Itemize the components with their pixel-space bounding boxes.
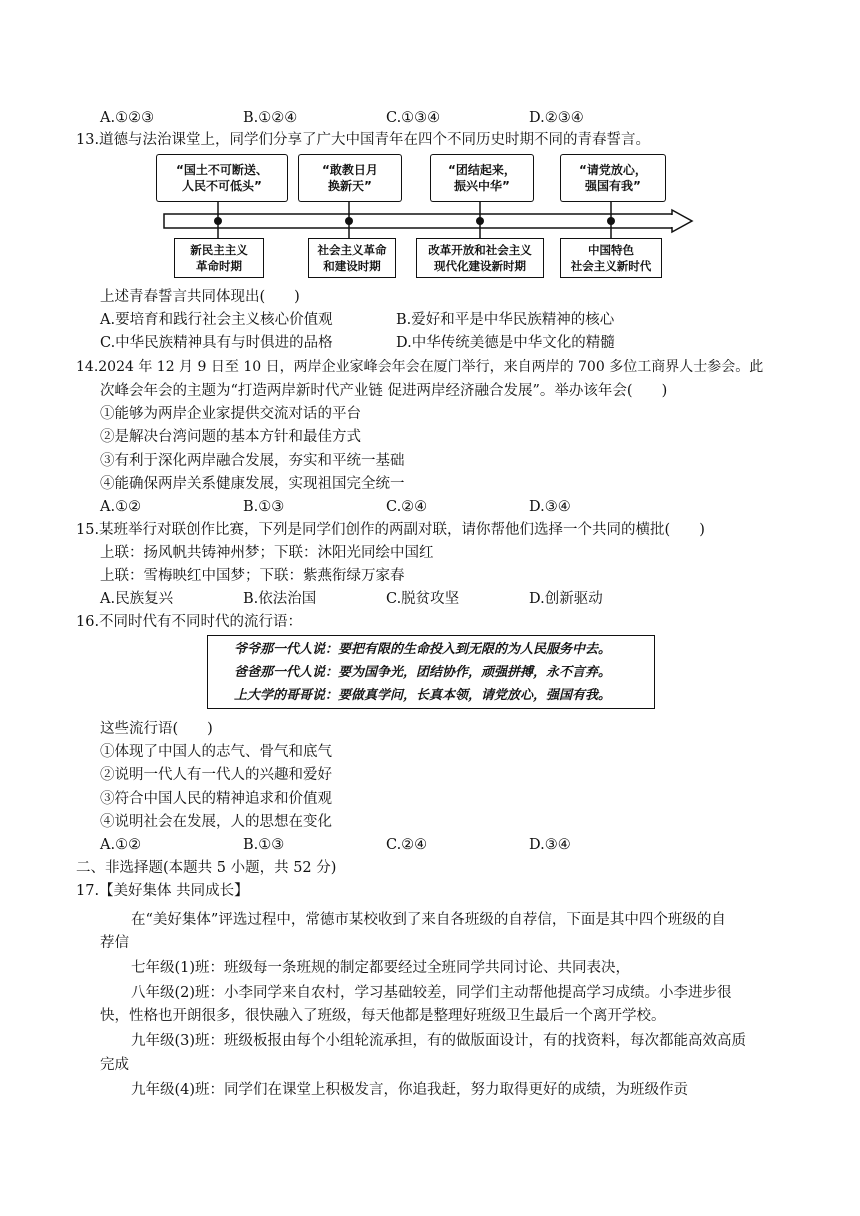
period-box-1 — [174, 238, 264, 278]
q16-option-c: C.②④ — [386, 837, 428, 853]
q17-intro-line2: 荐信 — [100, 935, 129, 951]
period-box-4-line1: 中国特色 — [588, 243, 634, 257]
q13-stem: 13.道德与法治课堂上，同学们分享了广大中国青年在四个不同历史时期不同的青春誓言。 — [76, 132, 651, 148]
q14-item-1: ①能够为两岸企业家提供交流对话的平台 — [100, 406, 361, 422]
q17-class-4: 九年级(4)班：同学们在课堂上积极发言，你追我赶，努力取得更好的成绩，为班级作贡 — [131, 1082, 689, 1098]
slogan-flag-1-line1: “国土不可断送、 — [176, 163, 268, 177]
period-box-4-line2: 社会主义新时代 — [570, 259, 652, 273]
q17-class-3-line1: 九年级(3)班：班级板报由每个小组轮流承担，有的做版面设计，有的找资料，每次都能高效高质 — [131, 1033, 747, 1049]
q13-option-b: B.爱好和平是中华民族精神的核心 — [396, 312, 615, 328]
q17-class-2-line1: 八年级(2)班：小李同学来自农村，学习基础较差，同学们主动帮他提高学习成绩。小李进步很 — [131, 985, 732, 1001]
q17-class-3-line2: 完成 — [100, 1057, 129, 1073]
q14-option-b: B.①③ — [243, 499, 285, 515]
slogan-flag-4-line2: 强国有我” — [585, 179, 641, 193]
q16-slogan-3: 上大学的哥哥说：要做真学问，长真本领，请党放心，强国有我。 — [234, 688, 612, 703]
q12-option-c: C.①③④ — [386, 110, 441, 126]
q16-option-b: B.①③ — [243, 837, 285, 853]
q16-option-a: A.①② — [100, 837, 142, 853]
q14-option-d: D.③④ — [529, 499, 571, 515]
section-2-heading: 二、非选择题(本题共 5 小题，共 52 分) — [76, 860, 337, 876]
q15-option-d: D.创新驱动 — [529, 591, 603, 607]
period-box-4 — [560, 238, 662, 278]
q13-option-a: A.要培育和践行社会主义核心价值观 — [100, 312, 333, 328]
slogan-flag-3-line2: 振兴中华” — [454, 179, 510, 193]
q12-option-d: D.②③④ — [529, 110, 584, 126]
period-box-1-line1: 新民主主义 — [190, 243, 248, 257]
period-box-2-line1: 社会主义革命 — [317, 243, 387, 257]
q14-option-a: A.①② — [100, 499, 142, 515]
q16-item-1: ①体现了中国人的志气、骨气和底气 — [100, 744, 332, 760]
q13-timeline-figure — [160, 154, 700, 280]
q17-class-2-line2: 快，性格也开朗很多，很快融入了班级，每天他都是整理好班级卫生最后一个离开学校。 — [100, 1008, 666, 1024]
slogan-flag-2-line2: 换新天” — [328, 179, 372, 193]
q16-question: 这些流行语( ) — [100, 721, 213, 737]
q15-couplet-2: 上联：雪梅映红中国梦；下联：紫燕衔绿万家春 — [100, 568, 405, 584]
period-box-3-line2: 现代化建设新时期 — [434, 259, 526, 273]
q14-stem-line2: 次峰会年会的主题为“打造两岸新时代产业链 促进两岸经济融合发展”。举办该年会( ) — [100, 383, 668, 399]
q15-option-a: A.民族复兴 — [100, 591, 174, 607]
period-box-1-line2: 革命时期 — [196, 259, 242, 273]
q13-question: 上述青春誓言共同体现出( ) — [100, 289, 300, 305]
slogan-flag-3 — [438, 154, 526, 202]
q16-option-d: D.③④ — [529, 837, 571, 853]
q14-item-3: ③有利于深化两岸融合发展，夯实和平统一基础 — [100, 453, 405, 469]
q13-option-c: C.中华民族精神具有与时俱进的品格 — [100, 335, 333, 351]
q14-item-4: ④能确保两岸关系健康发展，实现祖国完全统一 — [100, 476, 405, 492]
slogan-flag-4-line1: “请党放心， — [579, 163, 647, 177]
q15-option-b: B.依法治国 — [243, 591, 317, 607]
q16-slogan-1: 爷爷那一代人说：要把有限的生命投入到无限的为人民服务中去。 — [234, 642, 612, 657]
period-box-2 — [308, 238, 396, 278]
q16-slogan-box — [207, 635, 655, 709]
q16-item-4: ④说明社会在发展，人的思想在变化 — [100, 814, 332, 830]
q16-slogan-2: 爸爸那一代人说：要为国争光，团结协作，顽强拼搏，永不言弃。 — [234, 665, 612, 680]
slogan-flag-2-line1: “敢教日月 — [322, 163, 378, 177]
q16-item-3: ③符合中国人民的精神追求和价值观 — [100, 791, 332, 807]
q16-item-2: ②说明一代人有一代人的兴趣和爱好 — [100, 767, 332, 783]
q15-couplet-1: 上联：扬风帆共铸神州梦；下联：沐阳光同绘中国红 — [100, 545, 434, 561]
q14-option-c: C.②④ — [386, 499, 428, 515]
slogan-flag-1 — [164, 154, 280, 202]
q16-stem: 16.不同时代有不同时代的流行语： — [76, 614, 303, 630]
q14-item-2: ②是解决台湾问题的基本方针和最佳方式 — [100, 429, 361, 445]
q17-title: 17.【美好集体 共同成长】 — [76, 883, 249, 899]
q12-option-a: A.①②③ — [100, 110, 155, 126]
period-box-2-line2: 和建设时期 — [323, 259, 381, 273]
slogan-flag-2 — [306, 154, 394, 202]
q12-option-b: B.①②④ — [243, 110, 298, 126]
q17-class-1: 七年级(1)班：班级每一条班规的制定都要经过全班同学共同讨论、共同表决， — [131, 960, 631, 976]
q17-intro-line1: 在“美好集体”评选过程中，常德市某校收到了来自各班级的自荐信，下面是其中四个班级的自 — [131, 912, 726, 928]
slogan-flag-4 — [568, 154, 658, 202]
period-box-3 — [416, 238, 544, 278]
q15-stem: 15.某班举行对联创作比赛，下列是同学们创作的两副对联，请你帮他们选择一个共同的横批( ) — [76, 522, 705, 538]
slogan-flag-3-line1: “团结起来， — [448, 163, 516, 177]
period-box-3-line1: 改革开放和社会主义 — [428, 243, 532, 257]
slogan-flag-1-line2: 人民不可低头” — [182, 179, 262, 193]
q14-stem-line1: 14.2024 年 12 月 9 日至 10 日，两岸企业家峰会年会在厦门举行，来自两岸的 700 多位工商界人士参会。此 — [76, 359, 764, 375]
q13-option-d: D.中华传统美德是中华文化的精髓 — [396, 335, 615, 351]
q15-option-c: C.脱贫攻坚 — [386, 591, 460, 607]
